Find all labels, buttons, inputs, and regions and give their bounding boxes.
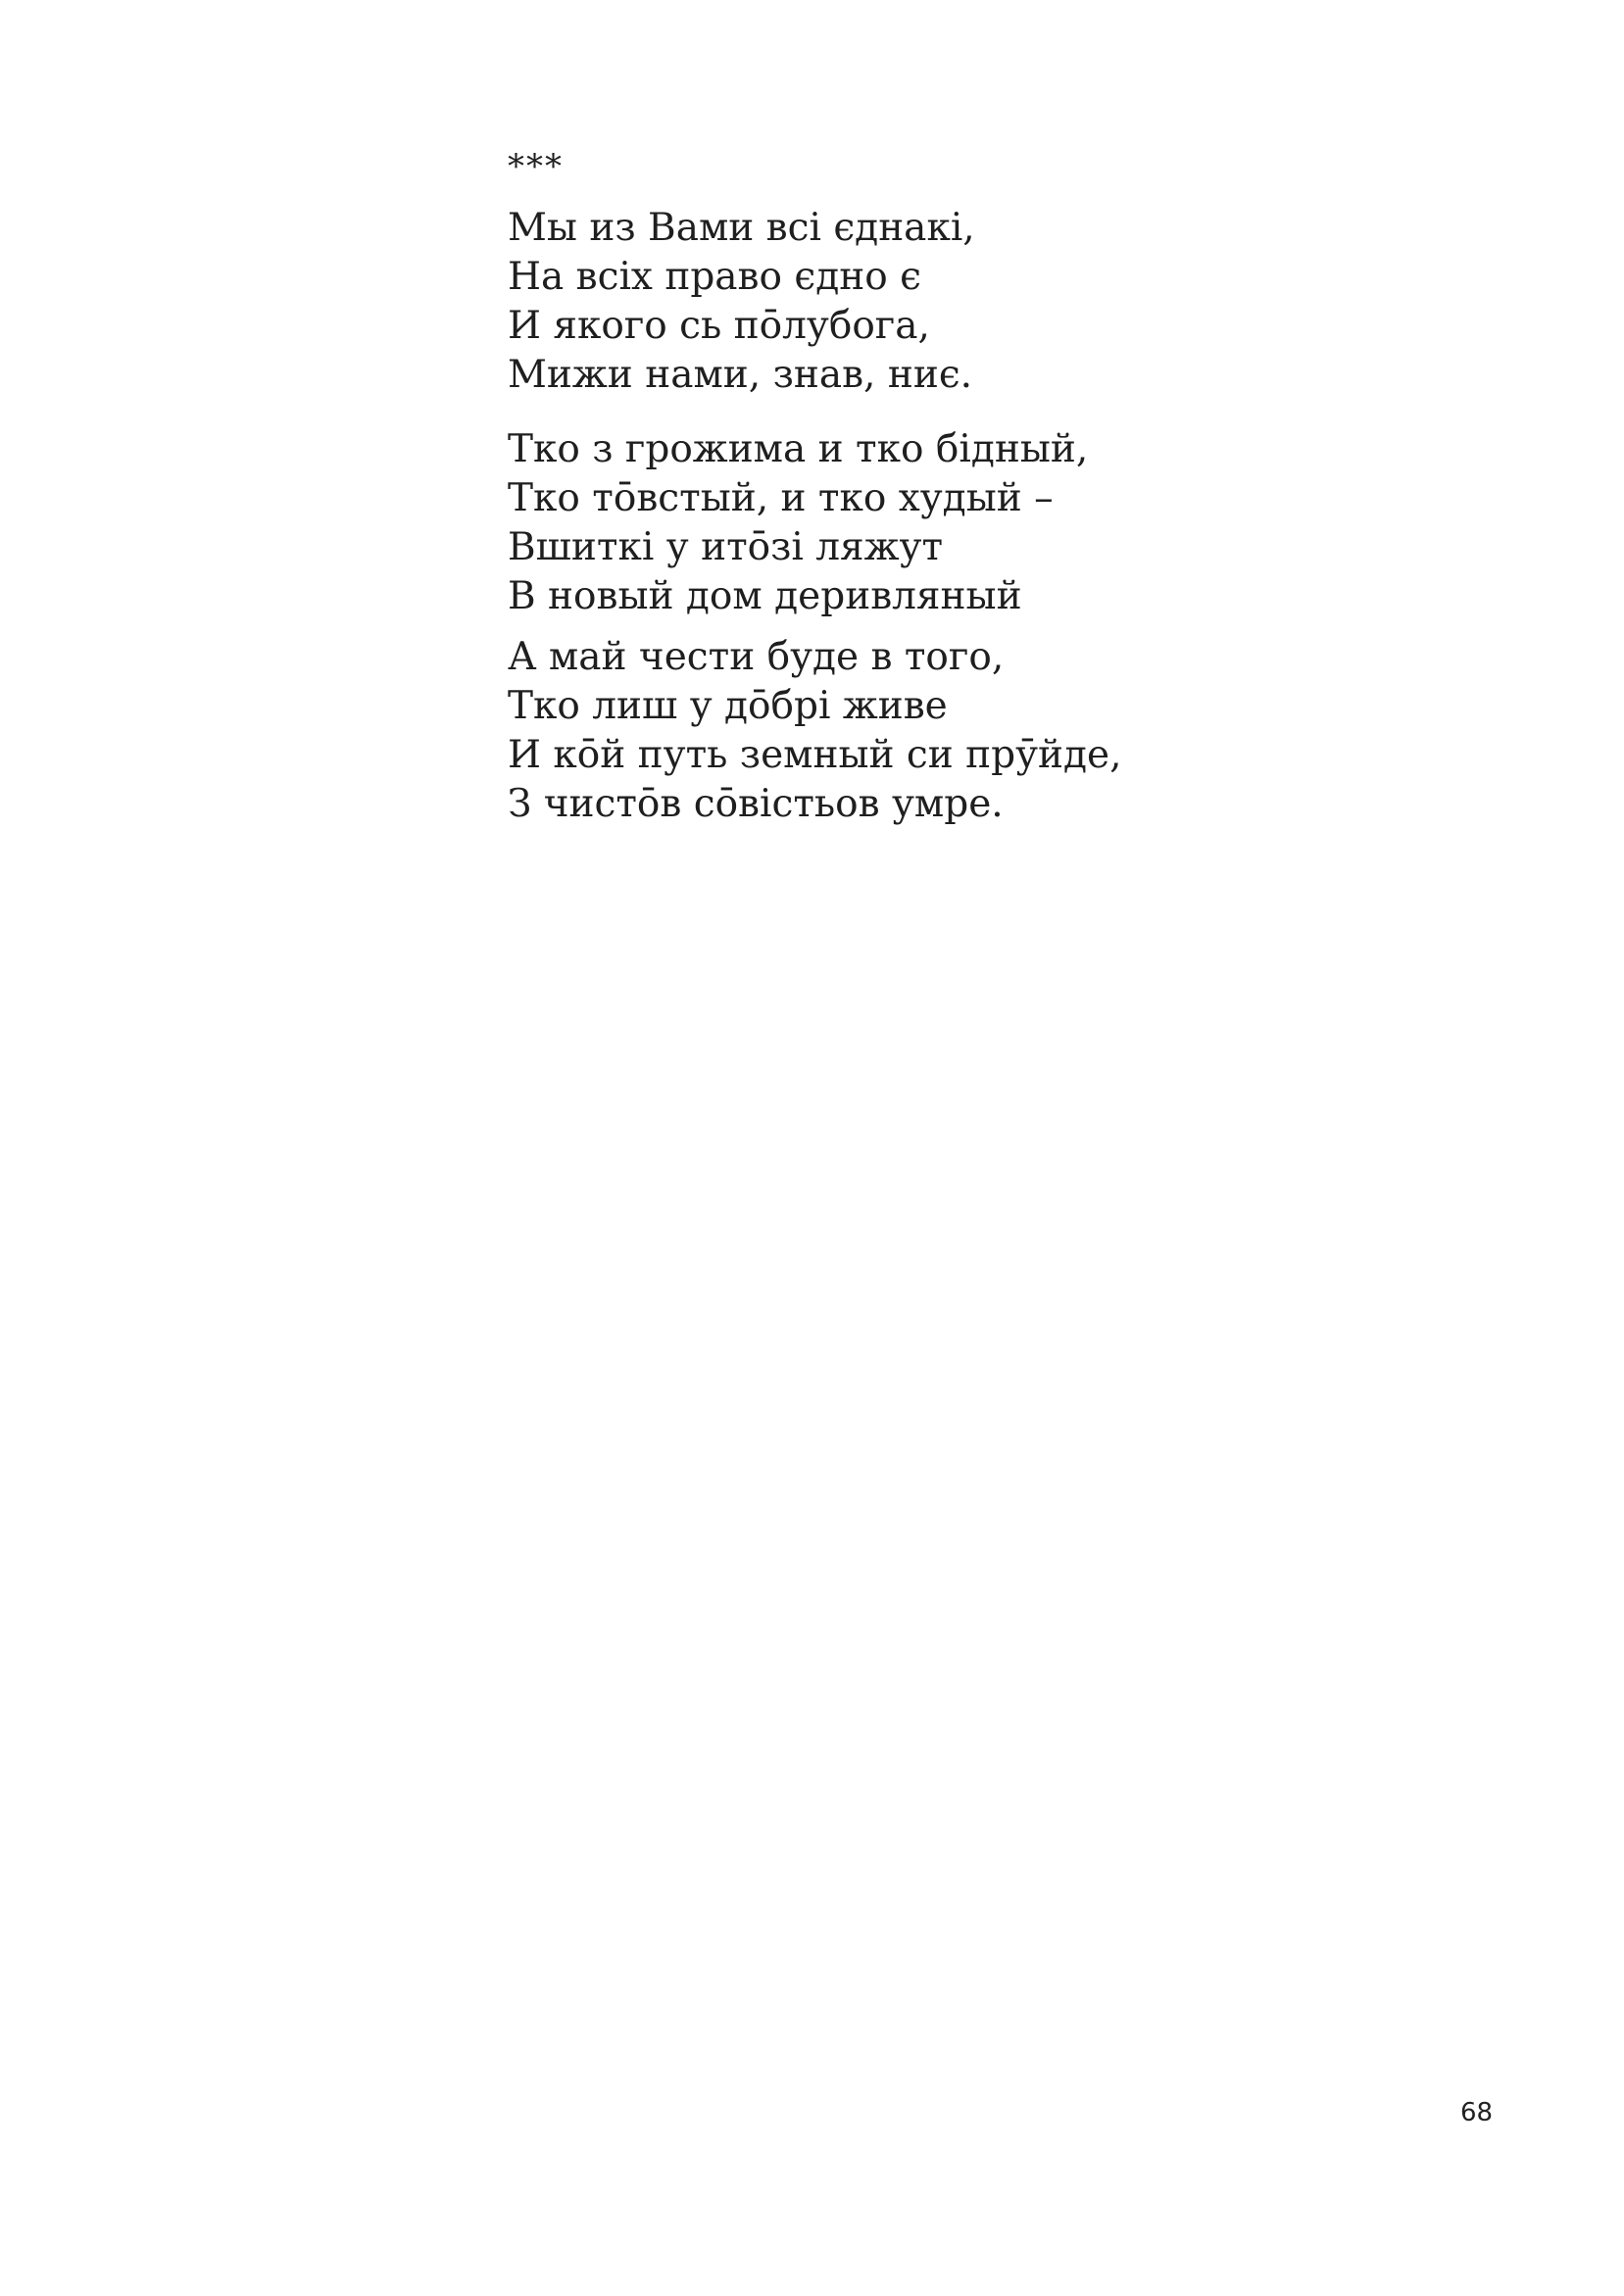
poem-line: И кōй путь земный си прӯйде, — [508, 733, 1122, 777]
poem-line: Мы из Вами всі єднакі, — [508, 206, 975, 250]
poem-line: Тко з грожима и тко бідный, — [508, 427, 1089, 471]
section-separator: *** — [508, 147, 564, 186]
poem-line: И якого сь пōлубога, — [508, 304, 930, 348]
poem-line: На всіх право єдно є — [508, 255, 921, 299]
page-number: 68 — [1460, 2098, 1494, 2127]
stanza-2 — [508, 425, 1311, 621]
poem — [508, 147, 1311, 855]
stanza-1 — [508, 204, 1311, 400]
poem-line: В новый дом деривляный — [508, 574, 1022, 618]
poem-line: Мижи нами, знав, ниє. — [508, 353, 973, 397]
poem-line: З чистōв сōвістьов умре. — [508, 782, 1004, 826]
poem-line: Тко тōвстый, и тко худый – — [508, 476, 1054, 520]
stanza-3 — [508, 633, 1311, 829]
poem-line: Тко лиш у дōбрі живе — [508, 684, 948, 728]
poem-line: Вшиткі у итōзі ляжут — [508, 525, 944, 569]
poem-line: А май чести буде в того, — [508, 635, 1005, 679]
